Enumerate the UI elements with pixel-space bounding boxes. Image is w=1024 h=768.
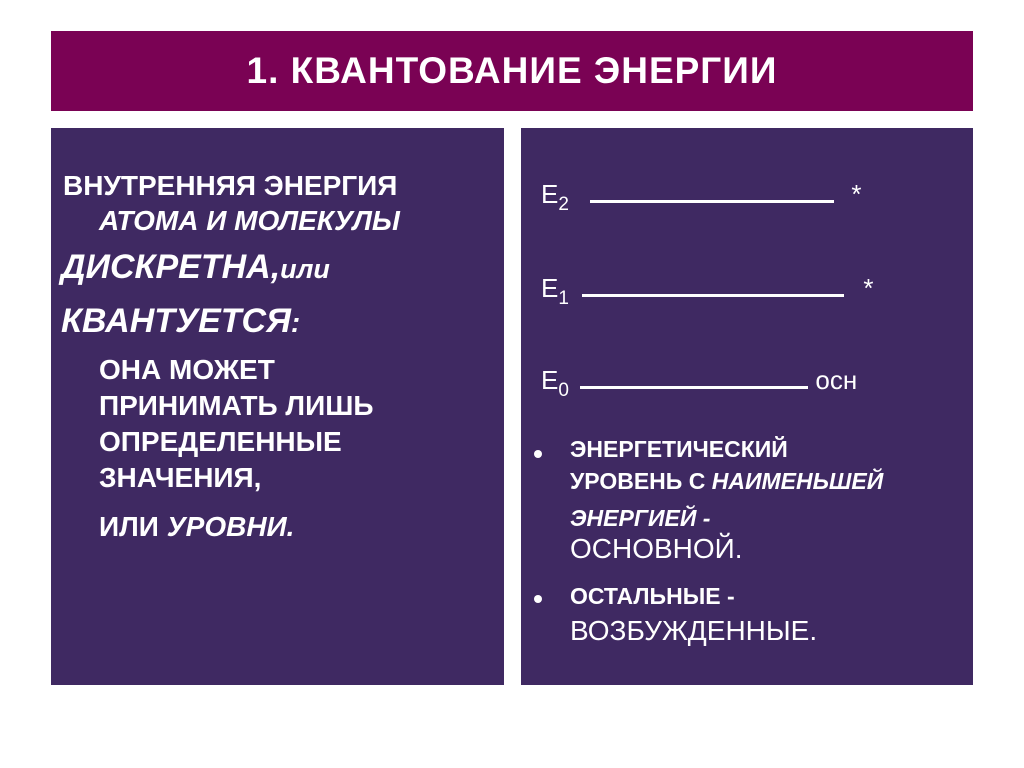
discrete-word: ДИСКРЕТНА,	[61, 248, 281, 286]
e0-level-line	[580, 364, 808, 389]
e2-symbol: E	[541, 179, 559, 209]
left-panel	[51, 128, 504, 685]
e0-index: 0	[558, 380, 569, 401]
slide-title: 1. КВАНТОВАНИЕ ЭНЕРГИИ	[246, 50, 778, 91]
bullet-dot-2	[534, 595, 542, 603]
bullet-2-line-2: ВОЗБУЖДЕННЫЕ.	[570, 615, 818, 646]
e2-index: 2	[558, 194, 569, 215]
desc-line-3: ОПРЕДЕЛЕННЫЕ	[99, 426, 342, 457]
slide-title-bar	[51, 31, 973, 111]
left-line-2: АТОМА И МОЛЕКУЛЫ	[99, 205, 400, 236]
left-line-3	[61, 248, 330, 287]
bullet-2-line-1: ОСТАЛЬНЫЕ -	[570, 583, 735, 609]
left-line-1: ВНУТРЕННЯЯ ЭНЕРГИЯ	[63, 170, 398, 201]
right-panel	[521, 128, 973, 685]
e1-symbol: E	[541, 273, 559, 303]
energy-level-e0	[541, 364, 857, 402]
desc-line-1: ОНА МОЖЕТ	[99, 354, 275, 385]
bullet-dot-1	[534, 450, 542, 458]
levels-word: УРОВНИ.	[166, 511, 295, 542]
bullet-1-line-4: ОСНОВНОЙ.	[570, 533, 743, 564]
bullet-1-line-1: ЭНЕРГЕТИЧЕСКИЙ	[570, 436, 788, 462]
energy-level-e2	[541, 178, 862, 216]
left-line-4	[61, 302, 300, 341]
bullet-1-prefix: УРОВЕНЬ С	[570, 468, 712, 494]
bullet-1-line-2	[570, 468, 883, 495]
or-word: или	[280, 254, 330, 284]
e1-marker: *	[863, 273, 874, 303]
e0-marker: осн	[815, 365, 858, 395]
bullet-1-least: НАИМЕНЬШЕЙ	[711, 468, 884, 494]
e2-marker: *	[851, 179, 862, 209]
bullet-1-line-3: ЭНЕРГИЕЙ -	[570, 505, 711, 531]
desc-line-5	[99, 511, 294, 543]
desc-line-2: ПРИНИМАТЬ ЛИШЬ	[99, 390, 374, 421]
e2-level-line	[590, 178, 834, 203]
colon: :	[290, 307, 301, 338]
quantized-word: КВАНТУЕТСЯ	[61, 302, 291, 340]
e1-level-line	[582, 272, 844, 297]
e1-index: 1	[558, 288, 569, 309]
energy-level-e1	[541, 272, 874, 310]
or-prefix: ИЛИ	[99, 511, 167, 542]
e0-symbol: E	[541, 365, 559, 395]
desc-line-4: ЗНАЧЕНИЯ,	[99, 462, 262, 493]
